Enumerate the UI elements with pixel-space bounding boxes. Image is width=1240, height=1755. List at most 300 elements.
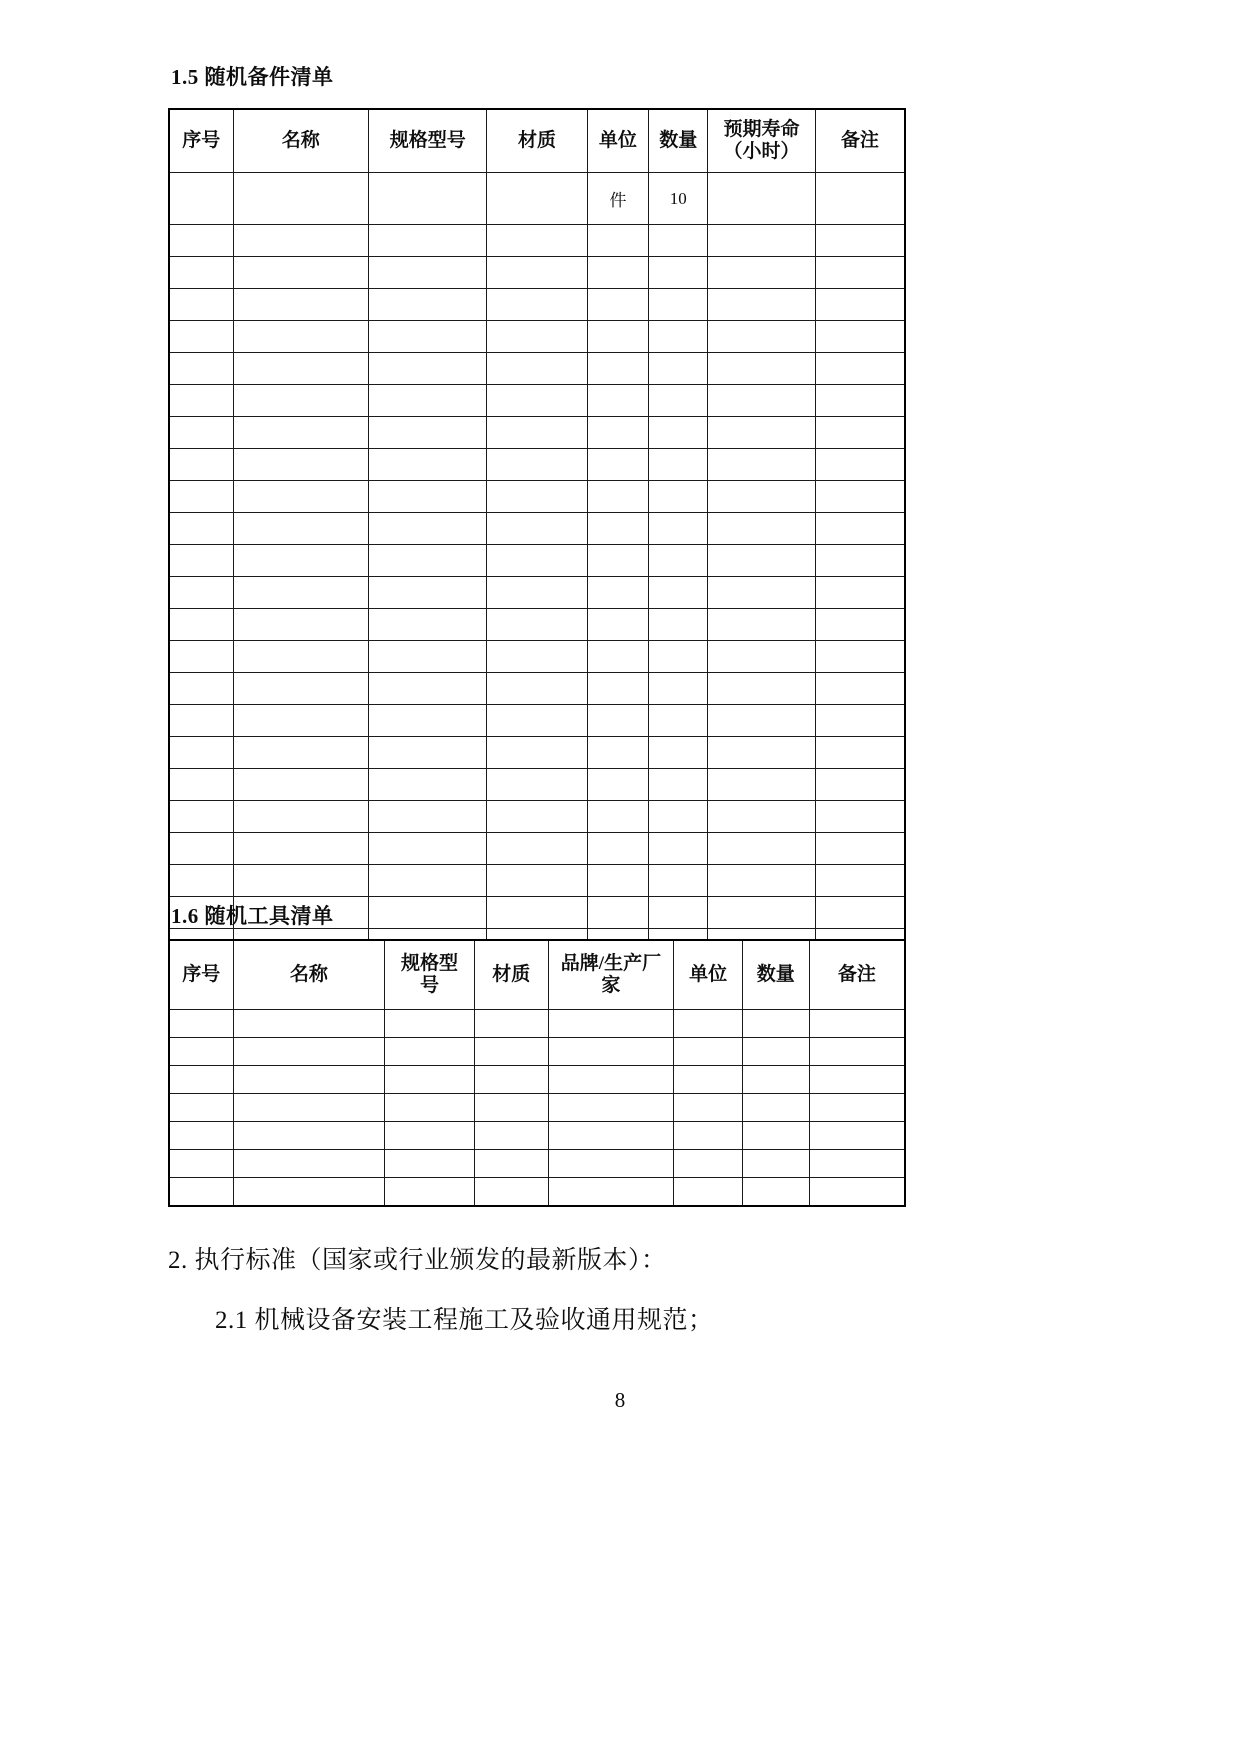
- table-cell[interactable]: [649, 289, 708, 321]
- spare-parts-header-cell: 材质: [487, 109, 587, 173]
- table-cell[interactable]: [815, 353, 905, 385]
- table-cell[interactable]: [809, 1150, 905, 1178]
- tools-header-cell: 材质: [474, 940, 548, 1010]
- table-cell[interactable]: [587, 449, 649, 481]
- table-cell[interactable]: [649, 897, 708, 929]
- table-cell[interactable]: [487, 897, 587, 929]
- table-cell[interactable]: [708, 737, 815, 769]
- table-cell[interactable]: [169, 1038, 233, 1066]
- table-cell[interactable]: [385, 1066, 475, 1094]
- header-label-line-1: 规格型: [401, 953, 459, 975]
- table-cell[interactable]: [474, 1038, 548, 1066]
- table-cell[interactable]: [809, 1178, 905, 1206]
- table-cell[interactable]: [385, 1038, 475, 1066]
- table-row: [169, 225, 905, 257]
- table-cell[interactable]: [368, 225, 486, 257]
- table-cell[interactable]: [368, 833, 486, 865]
- table-cell[interactable]: [708, 545, 815, 577]
- table-cell[interactable]: [169, 865, 233, 897]
- table-cell[interactable]: [708, 417, 815, 449]
- table-cell[interactable]: [587, 289, 649, 321]
- table-row: [169, 1066, 905, 1094]
- table-cell[interactable]: [587, 641, 649, 673]
- table-cell[interactable]: [385, 1094, 475, 1122]
- table-cell[interactable]: [708, 673, 815, 705]
- table-cell[interactable]: [815, 545, 905, 577]
- table-cell[interactable]: [587, 737, 649, 769]
- table-cell[interactable]: [742, 1038, 809, 1066]
- table-cell[interactable]: [169, 833, 233, 865]
- header-label-line-1: 预期寿命: [723, 119, 800, 141]
- table-row: [169, 481, 905, 513]
- table-cell[interactable]: [649, 673, 708, 705]
- table-row: [169, 1010, 905, 1038]
- table-cell[interactable]: [169, 173, 233, 225]
- tools-header-cell: 名称: [233, 940, 385, 1010]
- table-cell[interactable]: [742, 1066, 809, 1094]
- table-cell[interactable]: [169, 609, 233, 641]
- table-cell[interactable]: [233, 257, 368, 289]
- table-cell[interactable]: [708, 641, 815, 673]
- table-cell[interactable]: [169, 737, 233, 769]
- table-cell[interactable]: [674, 1178, 742, 1206]
- table-cell[interactable]: [233, 385, 368, 417]
- table-cell[interactable]: [674, 1010, 742, 1038]
- table-cell[interactable]: [649, 321, 708, 353]
- table-row: [169, 801, 905, 833]
- table-cell[interactable]: [487, 257, 587, 289]
- table-row: [169, 609, 905, 641]
- table-row: [169, 353, 905, 385]
- table-cell[interactable]: [809, 1010, 905, 1038]
- table-cell[interactable]: [708, 865, 815, 897]
- table-row: [169, 1150, 905, 1178]
- table-cell[interactable]: [649, 705, 708, 737]
- table-cell[interactable]: [233, 1010, 385, 1038]
- table-cell[interactable]: [385, 1010, 475, 1038]
- table-cell[interactable]: [815, 481, 905, 513]
- section-heading-tools: 1.6 随机工具清单: [171, 904, 334, 928]
- table-cell[interactable]: [708, 705, 815, 737]
- table-cell[interactable]: [587, 321, 649, 353]
- table-cell[interactable]: [368, 769, 486, 801]
- table-cell[interactable]: [708, 769, 815, 801]
- table-cell[interactable]: [474, 1094, 548, 1122]
- table-cell[interactable]: [385, 1178, 475, 1206]
- table-cell[interactable]: [368, 897, 486, 929]
- table-cell[interactable]: [169, 577, 233, 609]
- table-cell[interactable]: [649, 481, 708, 513]
- table-cell[interactable]: 件: [587, 173, 649, 225]
- table-cell[interactable]: [487, 513, 587, 545]
- table-cell[interactable]: [169, 769, 233, 801]
- table-cell[interactable]: [487, 737, 587, 769]
- table-cell[interactable]: [487, 385, 587, 417]
- table-cell[interactable]: [169, 641, 233, 673]
- table-cell[interactable]: [368, 865, 486, 897]
- header-label-line-1: 品牌/生产厂: [560, 953, 662, 975]
- table-cell[interactable]: [548, 1010, 674, 1038]
- table-cell[interactable]: [233, 417, 368, 449]
- table-cell[interactable]: [368, 449, 486, 481]
- table-cell[interactable]: [368, 609, 486, 641]
- table-cell[interactable]: [169, 1150, 233, 1178]
- table-cell[interactable]: [587, 513, 649, 545]
- table-cell[interactable]: [649, 577, 708, 609]
- table-cell[interactable]: [368, 801, 486, 833]
- table-row: [169, 833, 905, 865]
- table-cell[interactable]: [815, 801, 905, 833]
- table-cell[interactable]: [487, 545, 587, 577]
- table-cell[interactable]: [169, 705, 233, 737]
- clause-2-1-text: 2.1 机械设备安装工程施工及验收通用规范；: [215, 1307, 714, 1334]
- table-cell[interactable]: [708, 173, 815, 225]
- table-cell[interactable]: [233, 769, 368, 801]
- table-cell[interactable]: [587, 833, 649, 865]
- header-label-line-2: 号: [420, 975, 440, 996]
- table-cell[interactable]: [368, 705, 486, 737]
- table-cell[interactable]: [169, 225, 233, 257]
- tools-header-cell: 序号: [169, 940, 233, 1010]
- table-cell[interactable]: [708, 897, 815, 929]
- table-cell[interactable]: [708, 577, 815, 609]
- spare-parts-header-cell: 规格型号: [368, 109, 486, 173]
- table-row: [169, 673, 905, 705]
- table-cell[interactable]: [587, 609, 649, 641]
- table-row: [169, 545, 905, 577]
- table-cell[interactable]: [587, 801, 649, 833]
- table-cell[interactable]: [233, 225, 368, 257]
- table-cell[interactable]: [169, 1178, 233, 1206]
- table-row: [169, 769, 905, 801]
- table-cell[interactable]: [809, 1038, 905, 1066]
- table-cell[interactable]: [742, 1178, 809, 1206]
- table-cell[interactable]: [487, 833, 587, 865]
- table-cell[interactable]: [169, 321, 233, 353]
- table-cell[interactable]: [649, 545, 708, 577]
- table-row: [169, 1122, 905, 1150]
- table-cell[interactable]: [649, 257, 708, 289]
- table-cell[interactable]: [169, 673, 233, 705]
- table-cell[interactable]: [548, 1038, 674, 1066]
- table-cell[interactable]: [233, 865, 368, 897]
- table-cell[interactable]: [649, 801, 708, 833]
- table-cell[interactable]: [815, 673, 905, 705]
- table-cell[interactable]: [487, 225, 587, 257]
- table-cell[interactable]: [368, 481, 486, 513]
- table-cell[interactable]: [233, 705, 368, 737]
- table-cell[interactable]: [674, 1038, 742, 1066]
- header-label-line-2: 家: [601, 975, 621, 996]
- table-header-row: [169, 109, 905, 173]
- table-cell[interactable]: [708, 481, 815, 513]
- table-cell[interactable]: [587, 481, 649, 513]
- table-cell[interactable]: [487, 705, 587, 737]
- table-cell[interactable]: [233, 353, 368, 385]
- table-row: [169, 737, 905, 769]
- table-cell[interactable]: [815, 609, 905, 641]
- table-cell[interactable]: [487, 481, 587, 513]
- table-row: [169, 513, 905, 545]
- spare-parts-table-head: [169, 109, 905, 173]
- table-cell[interactable]: [708, 353, 815, 385]
- table-cell[interactable]: [169, 545, 233, 577]
- table-cell[interactable]: [368, 545, 486, 577]
- table-cell[interactable]: [649, 225, 708, 257]
- table-cell[interactable]: [587, 353, 649, 385]
- table-row: [169, 385, 905, 417]
- table-cell[interactable]: [587, 577, 649, 609]
- table-cell[interactable]: [368, 289, 486, 321]
- spare-parts-header-cell: [708, 109, 815, 173]
- table-cell[interactable]: [587, 545, 649, 577]
- table-row: [169, 449, 905, 481]
- table-cell[interactable]: [708, 449, 815, 481]
- table-cell[interactable]: [233, 801, 368, 833]
- table-cell[interactable]: [487, 173, 587, 225]
- table-cell[interactable]: [708, 321, 815, 353]
- table-cell[interactable]: [815, 513, 905, 545]
- spare-parts-header-cell: 数量: [649, 109, 708, 173]
- table-cell[interactable]: [233, 449, 368, 481]
- table-cell[interactable]: [548, 1122, 674, 1150]
- header-label-line-2: （小时）: [723, 141, 800, 162]
- table-cell[interactable]: [487, 609, 587, 641]
- table-cell[interactable]: [169, 1122, 233, 1150]
- table-cell[interactable]: [649, 865, 708, 897]
- table-cell[interactable]: [815, 865, 905, 897]
- table-cell[interactable]: [674, 1066, 742, 1094]
- table-cell[interactable]: [169, 1066, 233, 1094]
- table-cell[interactable]: [809, 1066, 905, 1094]
- table-cell[interactable]: [233, 173, 368, 225]
- table-cell[interactable]: [487, 641, 587, 673]
- table-cell[interactable]: [233, 673, 368, 705]
- table-row: [169, 705, 905, 737]
- table-cell[interactable]: [587, 257, 649, 289]
- table-cell[interactable]: [742, 1150, 809, 1178]
- table-row: [169, 1038, 905, 1066]
- table-cell[interactable]: [487, 865, 587, 897]
- table-cell[interactable]: [233, 1122, 385, 1150]
- table-cell[interactable]: [809, 1122, 905, 1150]
- tools-header-cell: [548, 940, 674, 1010]
- table-cell[interactable]: [649, 385, 708, 417]
- table-cell[interactable]: [368, 257, 486, 289]
- table-cell[interactable]: [587, 417, 649, 449]
- table-cell[interactable]: [487, 801, 587, 833]
- table-cell[interactable]: [169, 1010, 233, 1038]
- table-cell[interactable]: [742, 1010, 809, 1038]
- table-cell[interactable]: [487, 449, 587, 481]
- table-cell[interactable]: [233, 1178, 385, 1206]
- table-cell[interactable]: [487, 353, 587, 385]
- table-cell[interactable]: [649, 769, 708, 801]
- table-cell[interactable]: [649, 513, 708, 545]
- table-cell[interactable]: [649, 641, 708, 673]
- table-cell[interactable]: [169, 481, 233, 513]
- table-cell[interactable]: [169, 801, 233, 833]
- table-cell[interactable]: [233, 609, 368, 641]
- table-cell[interactable]: [548, 1150, 674, 1178]
- table-cell[interactable]: [169, 513, 233, 545]
- clause-2-text: 2. 执行标准（国家或行业颁发的最新版本）：: [168, 1247, 667, 1274]
- table-cell[interactable]: [815, 769, 905, 801]
- table-cell[interactable]: [674, 1122, 742, 1150]
- table-cell[interactable]: [487, 289, 587, 321]
- tools-header-cell: 单位: [674, 940, 742, 1010]
- table-cell[interactable]: [587, 225, 649, 257]
- table-row: [169, 173, 905, 225]
- section-heading-spare-parts: 1.5 随机备件清单: [171, 65, 334, 89]
- table-cell[interactable]: [487, 417, 587, 449]
- table-cell[interactable]: [708, 257, 815, 289]
- table-cell[interactable]: [587, 897, 649, 929]
- tools-table: [168, 939, 906, 1207]
- table-cell[interactable]: [385, 1122, 475, 1150]
- table-cell[interactable]: [169, 449, 233, 481]
- table-cell[interactable]: [649, 449, 708, 481]
- table-cell[interactable]: [368, 673, 486, 705]
- table-cell[interactable]: [649, 417, 708, 449]
- table-cell[interactable]: [742, 1094, 809, 1122]
- spare-parts-header-cell: 备注: [815, 109, 905, 173]
- table-cell[interactable]: [233, 577, 368, 609]
- table-row: [169, 577, 905, 609]
- table-cell[interactable]: [708, 833, 815, 865]
- table-cell[interactable]: [368, 641, 486, 673]
- table-cell[interactable]: [587, 385, 649, 417]
- table-row: [169, 289, 905, 321]
- table-cell[interactable]: [169, 385, 233, 417]
- table-cell[interactable]: [674, 1150, 742, 1178]
- table-cell[interactable]: [233, 321, 368, 353]
- table-cell[interactable]: [649, 833, 708, 865]
- table-cell[interactable]: [368, 321, 486, 353]
- table-cell[interactable]: [815, 705, 905, 737]
- table-cell[interactable]: [815, 737, 905, 769]
- table-cell[interactable]: [815, 449, 905, 481]
- table-cell[interactable]: [815, 577, 905, 609]
- table-row: [169, 417, 905, 449]
- tools-header-cell: 数量: [742, 940, 809, 1010]
- table-cell[interactable]: [368, 173, 486, 225]
- table-cell[interactable]: [368, 513, 486, 545]
- table-cell[interactable]: [169, 257, 233, 289]
- table-cell[interactable]: [587, 673, 649, 705]
- table-cell[interactable]: [708, 289, 815, 321]
- table-cell[interactable]: [487, 577, 587, 609]
- table-cell[interactable]: [487, 769, 587, 801]
- table-cell[interactable]: [474, 1010, 548, 1038]
- table-cell[interactable]: [815, 417, 905, 449]
- table-cell[interactable]: [169, 1094, 233, 1122]
- table-cell[interactable]: 10: [649, 173, 708, 225]
- table-cell[interactable]: [708, 225, 815, 257]
- table-cell[interactable]: [487, 321, 587, 353]
- table-cell[interactable]: [487, 673, 587, 705]
- tools-table-body: [169, 1010, 905, 1206]
- table-cell[interactable]: [815, 897, 905, 929]
- table-cell[interactable]: [368, 417, 486, 449]
- table-cell[interactable]: [674, 1094, 742, 1122]
- table-cell[interactable]: [368, 577, 486, 609]
- table-row: [169, 321, 905, 353]
- table-cell[interactable]: [368, 385, 486, 417]
- table-cell[interactable]: [649, 609, 708, 641]
- table-cell[interactable]: [815, 173, 905, 225]
- table-cell[interactable]: [548, 1094, 674, 1122]
- table-cell[interactable]: [815, 289, 905, 321]
- tools-table-head: [169, 940, 905, 1010]
- table-row: [169, 1094, 905, 1122]
- table-row: [169, 257, 905, 289]
- tools-header-cell: [385, 940, 475, 1010]
- table-cell[interactable]: [233, 1094, 385, 1122]
- table-cell[interactable]: [233, 289, 368, 321]
- table-cell[interactable]: [233, 513, 368, 545]
- spare-parts-table: [168, 108, 906, 1076]
- table-cell[interactable]: [233, 1038, 385, 1066]
- table-cell[interactable]: [809, 1094, 905, 1122]
- table-cell[interactable]: [587, 769, 649, 801]
- table-cell[interactable]: [169, 289, 233, 321]
- table-row: [169, 641, 905, 673]
- table-cell[interactable]: [815, 225, 905, 257]
- spare-parts-header-cell: 单位: [587, 109, 649, 173]
- table-cell[interactable]: [233, 833, 368, 865]
- table-cell[interactable]: [815, 321, 905, 353]
- table-cell[interactable]: [708, 513, 815, 545]
- table-cell[interactable]: [474, 1150, 548, 1178]
- table-cell[interactable]: [548, 1178, 674, 1206]
- table-cell[interactable]: [815, 385, 905, 417]
- table-cell[interactable]: [368, 353, 486, 385]
- spare-parts-header-cell: 名称: [233, 109, 368, 173]
- table-cell[interactable]: [233, 481, 368, 513]
- table-cell[interactable]: [587, 865, 649, 897]
- table-cell[interactable]: [815, 641, 905, 673]
- table-cell[interactable]: [474, 1178, 548, 1206]
- table-cell[interactable]: [815, 257, 905, 289]
- table-cell[interactable]: [233, 1066, 385, 1094]
- spare-parts-header-cell: 序号: [169, 109, 233, 173]
- table-cell[interactable]: [708, 801, 815, 833]
- table-cell[interactable]: [708, 609, 815, 641]
- table-cell[interactable]: [169, 353, 233, 385]
- table-row: [169, 865, 905, 897]
- table-cell[interactable]: [385, 1150, 475, 1178]
- tools-header-cell: 备注: [809, 940, 905, 1010]
- page-number: 8: [614, 1388, 626, 1412]
- table-cell[interactable]: [474, 1066, 548, 1094]
- table-cell[interactable]: [233, 641, 368, 673]
- table-cell[interactable]: [169, 417, 233, 449]
- table-cell[interactable]: [587, 705, 649, 737]
- table-cell[interactable]: [233, 545, 368, 577]
- table-row: [169, 1178, 905, 1206]
- table-cell[interactable]: [233, 737, 368, 769]
- table-cell[interactable]: [233, 1150, 385, 1178]
- table-cell[interactable]: [649, 737, 708, 769]
- table-cell[interactable]: [742, 1122, 809, 1150]
- table-cell[interactable]: [708, 385, 815, 417]
- table-cell[interactable]: [649, 353, 708, 385]
- table-cell[interactable]: [474, 1122, 548, 1150]
- table-cell[interactable]: [548, 1066, 674, 1094]
- table-cell[interactable]: [815, 833, 905, 865]
- table-cell[interactable]: [368, 737, 486, 769]
